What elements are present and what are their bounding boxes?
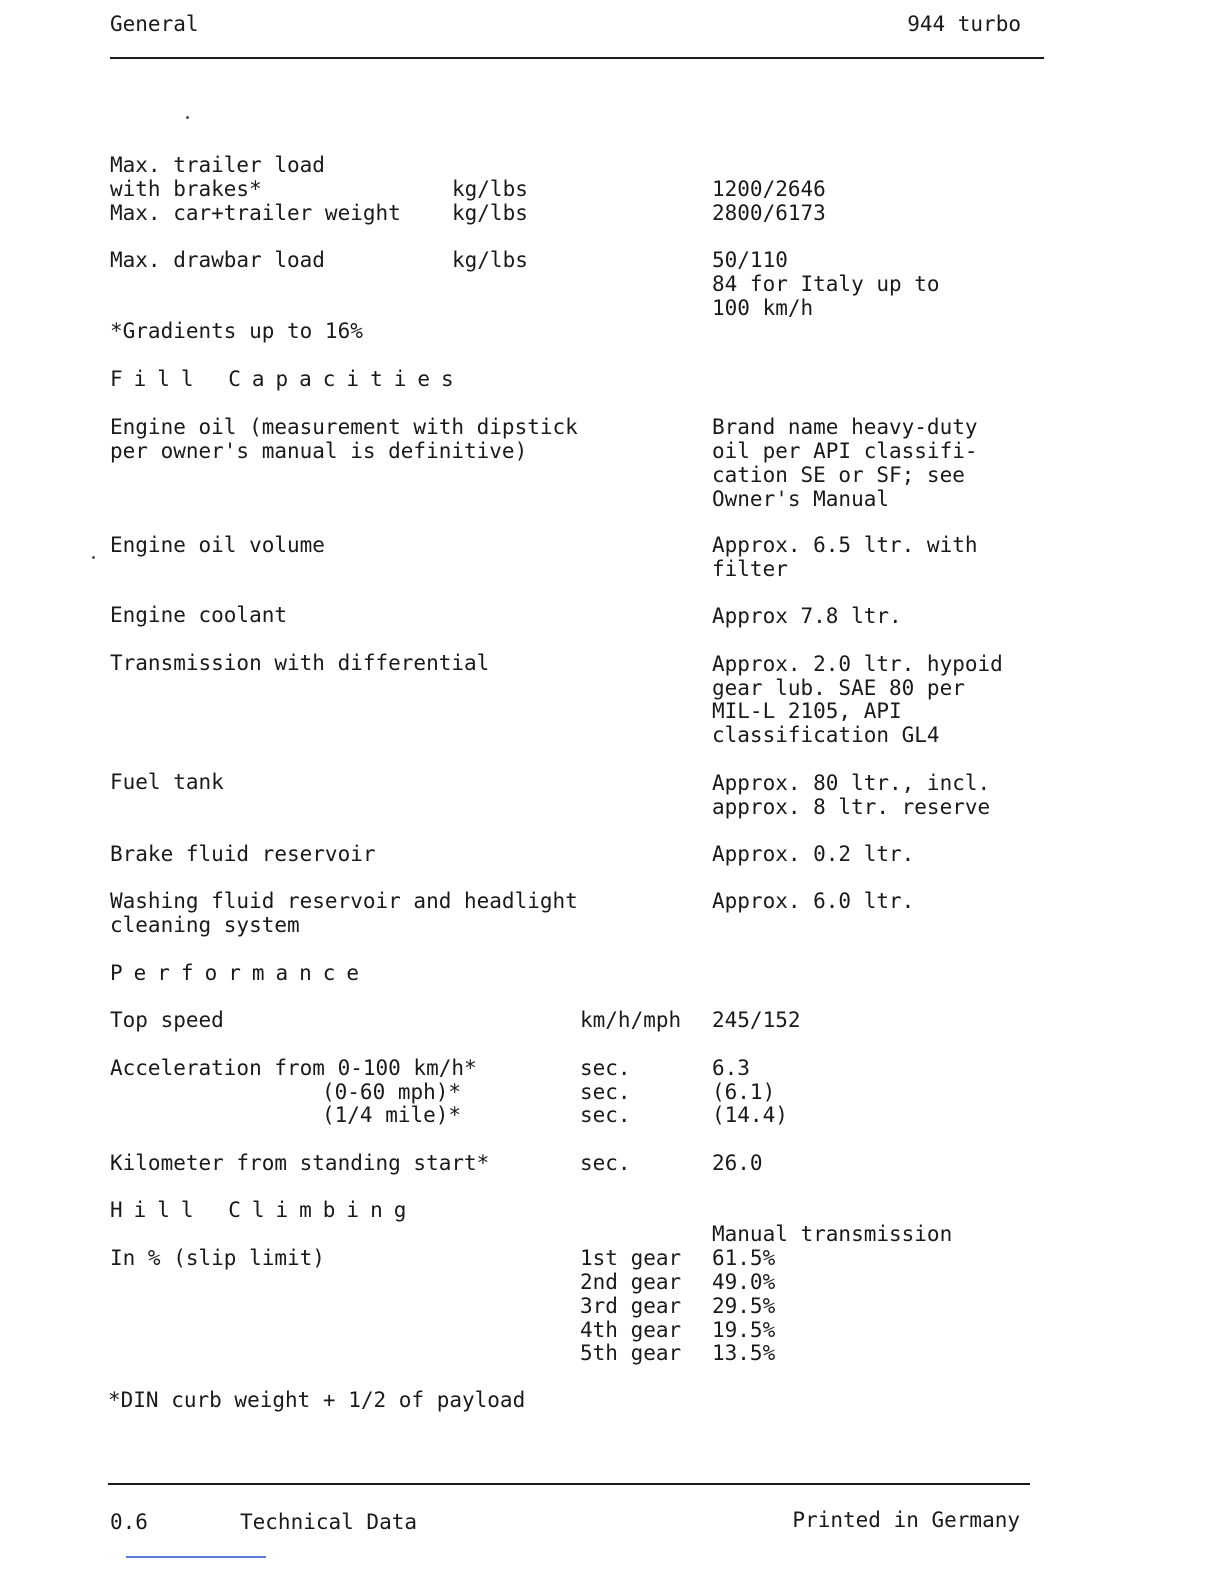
acceleration-sub-2: (1/4 mile)* (322, 1103, 462, 1127)
engine-oil-value-2: oil per API classifi- (712, 439, 978, 463)
header-rule (110, 57, 1044, 59)
drawbar-value-1: 50/110 (712, 248, 788, 272)
acceleration-value-3: (14.4) (712, 1103, 788, 1127)
trailer-load-label-1: Max. trailer load (110, 153, 325, 177)
top-speed-value: 245/152 (712, 1008, 801, 1032)
coolant-value: Approx 7.8 ltr. (712, 604, 902, 628)
brake-value: Approx. 0.2 ltr. (712, 842, 915, 866)
stray-mark (92, 556, 95, 559)
coolant-label: Engine coolant (110, 603, 288, 627)
hill-label: In % (slip limit) (110, 1246, 325, 1270)
transmission-value-1: Approx. 2.0 ltr. hypoid (712, 652, 1003, 676)
washing-label-2: cleaning system (110, 913, 300, 937)
footer-page-number: 0.6 (110, 1510, 148, 1534)
transmission-label: Transmission with differential (110, 651, 490, 675)
header-right: 944 turbo (907, 12, 1021, 36)
header-left: General (110, 12, 199, 36)
gear-2: 2nd gear (580, 1270, 682, 1294)
car-trailer-label: Max. car+trailer weight (110, 201, 401, 225)
acceleration-unit-1: sec. (580, 1056, 631, 1080)
drawbar-unit: kg/lbs (452, 248, 528, 272)
car-trailer-value: 2800/6173 (712, 201, 826, 225)
footer-rule (108, 1483, 1030, 1485)
drawbar-label: Max. drawbar load (110, 248, 325, 272)
fuel-label: Fuel tank (110, 770, 224, 794)
performance-heading: Performance (110, 961, 371, 985)
acceleration-value-1: 6.3 (712, 1056, 750, 1080)
footer-link-underline (126, 1556, 266, 1558)
drawbar-value-3: 100 km/h (712, 296, 814, 320)
kilometer-value: 26.0 (712, 1151, 763, 1175)
acceleration-unit-3: sec. (580, 1103, 631, 1127)
acceleration-unit-2: sec. (580, 1080, 631, 1104)
trailer-load-label-2: with brakes* (110, 177, 262, 201)
engine-oil-label-2: per owner's manual is definitive) (110, 439, 528, 463)
gear-3-value: 29.5% (712, 1294, 776, 1318)
fuel-value-1: Approx. 80 ltr., incl. (712, 771, 991, 795)
engine-oil-volume-value-1: Approx. 6.5 ltr. with (712, 533, 978, 557)
transmission-value-4: classification GL4 (712, 723, 940, 747)
gear-5: 5th gear (580, 1341, 682, 1365)
top-speed-label: Top speed (110, 1008, 224, 1032)
engine-oil-volume-label: Engine oil volume (110, 533, 325, 557)
acceleration-value-2: (6.1) (712, 1080, 776, 1104)
drawbar-value-2: 84 for Italy up to (712, 272, 940, 296)
washing-value: Approx. 6.0 ltr. (712, 889, 915, 913)
stray-mark (186, 116, 189, 119)
gear-3: 3rd gear (580, 1294, 682, 1318)
engine-oil-value-1: Brand name heavy-duty (712, 415, 978, 439)
footer-section: Technical Data (240, 1510, 418, 1534)
gear-5-value: 13.5% (712, 1341, 776, 1365)
gear-1: 1st gear (580, 1246, 682, 1270)
gear-4: 4th gear (580, 1318, 682, 1342)
acceleration-sub-1: (0-60 mph)* (322, 1080, 462, 1104)
gear-2-value: 49.0% (712, 1270, 776, 1294)
footer-right: Printed in Germany (792, 1508, 1020, 1532)
washing-label-1: Washing fluid reservoir and headlight (110, 889, 578, 913)
engine-oil-value-3: cation SE or SF; see (712, 463, 965, 487)
engine-oil-volume-value-2: filter (712, 557, 788, 581)
fill-capacities-heading: Fill Capacities (110, 367, 465, 391)
gear-1-value: 61.5% (712, 1246, 776, 1270)
transmission-value-3: MIL-L 2105, API (712, 699, 902, 723)
transmission-value-2: gear lub. SAE 80 per (712, 676, 965, 700)
din-note: *DIN curb weight + 1/2 of payload (108, 1388, 526, 1412)
trailer-load-unit: kg/lbs (452, 177, 528, 201)
gradients-note: *Gradients up to 16% (110, 319, 363, 343)
kilometer-unit: sec. (580, 1151, 631, 1175)
kilometer-label: Kilometer from standing start* (110, 1151, 490, 1175)
hill-climbing-heading: Hill Climbing (110, 1198, 418, 1222)
hill-column-header: Manual transmission (712, 1222, 953, 1246)
trailer-load-value: 1200/2646 (712, 177, 826, 201)
gear-4-value: 19.5% (712, 1318, 776, 1342)
acceleration-label: Acceleration from 0-100 km/h* (110, 1056, 477, 1080)
fuel-value-2: approx. 8 ltr. reserve (712, 795, 991, 819)
car-trailer-unit: kg/lbs (452, 201, 528, 225)
engine-oil-label-1: Engine oil (measurement with dipstick (110, 415, 578, 439)
engine-oil-value-4: Owner's Manual (712, 487, 890, 511)
brake-label: Brake fluid reservoir (110, 842, 376, 866)
top-speed-unit: km/h/mph (580, 1008, 682, 1032)
